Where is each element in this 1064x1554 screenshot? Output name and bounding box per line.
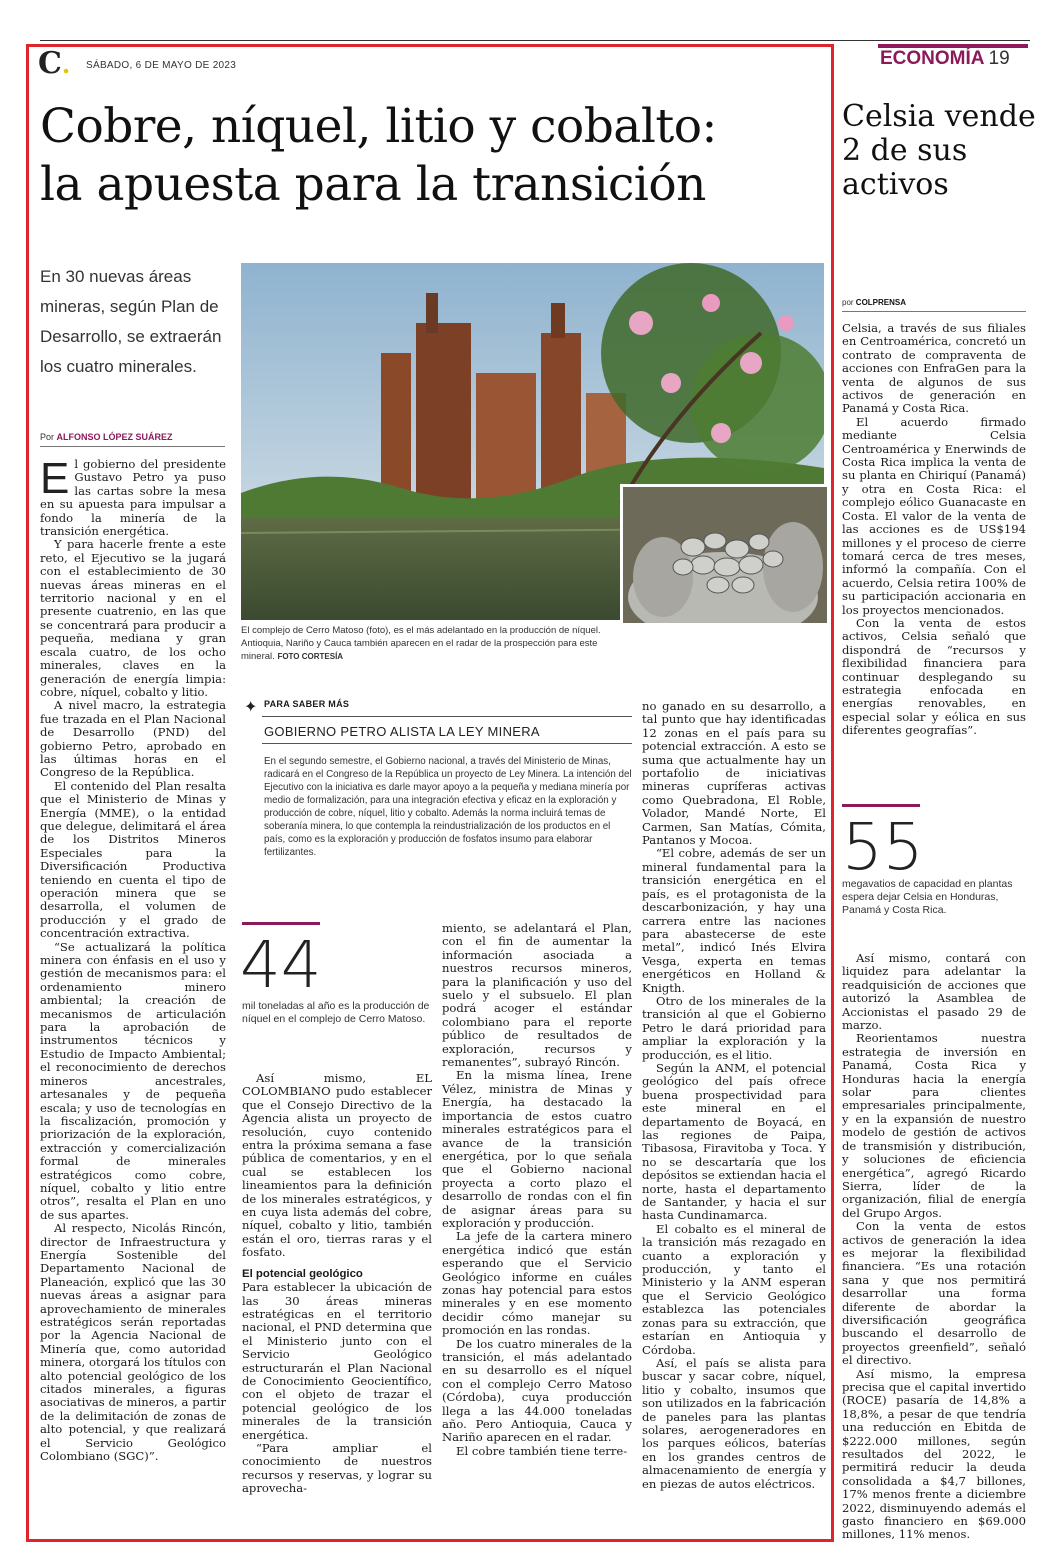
- paragraph: Otro de los minerales de la transición al que el Gobierno Petro le dará prioridad para ampliar la exploración y la producción, es el litio.: [642, 993, 826, 1062]
- side-column-bottom: [842, 952, 1026, 1542]
- paragraph: El acuerdo firmado mediante Celsia Centroamérica y Enerwinds de Costa Rica implica la venta de su planta en Chiriquí (Panamá) y otra en Costa Rica: el complejo eólico Guanacaste en Costa. El valor de la venta de las acciones es de US$194 millones y el proceso de cierre tomará cerca de tres meses, informó la compañía. Con el acuerdo, Celsia retira 100% de su participación accionaria en los proyectos mencionados.: [842, 414, 1026, 617]
- paragraph: Según la ANM, el potencial geológico del país ofrece buena prospectividad para este mineral en el departamento de Boyacá, en las regiones de Paipa, Tibasosa, Firavitoba y Toca. Y no se descartaría que los depósitos se extiendan hacia el norte, hasta el departamento de Santander, y hacia el sur hasta Cundinamarca.: [642, 1060, 826, 1223]
- stat-caption: mil toneladas al año es la producción de níquel en el complejo de Cerro Matoso.: [242, 1000, 430, 1025]
- issue-date: SÁBADO, 6 DE MAYO DE 2023: [86, 60, 237, 71]
- drop-cap: E: [40, 454, 70, 503]
- paragraph: El cobre también tiene terre-: [456, 1443, 628, 1458]
- info-box-body: En el segundo semestre, el Gobierno nacional, a través del Ministerio de Minas, radicará en el Congreso de la República un proyecto de Ley Minera. La intención del Ejecutivo con la iniciativa es darle mayor apoyo a la pequeña y mediana minería por medio de formalización, para una integración efectiva y eficaz en la exploración y producción de cobre, níquel, litio y cobalto. Además la norma incluirá temas de soberanía minera, lo que contempla la reindustrialización de los productos en el país, como es la exploración y producción de fosfatos insumo para elaborar fertilizantes.: [264, 756, 632, 858]
- side-column-top: [842, 322, 1026, 738]
- nickel-nuggets-photo: [620, 484, 827, 623]
- side-byline-author: COLPRENSA: [855, 298, 907, 307]
- section-name: ECONOMÍA: [880, 48, 985, 69]
- info-rule-top: [262, 716, 632, 717]
- paragraph: Así mismo, contará con liquidez para adelantar la readquisición de acciones que autorizó la Asamblea de Accionistas el pasado 29 de marzo.: [842, 951, 1026, 1033]
- article-column-2: [242, 1072, 432, 1496]
- paragraph: El contenido del Plan resalta que el Ministerio de Minas y Energía (MME), o la entidad que delegue, delimitará el área de los Distritos Mineros Especiales para la Diversificación Productiva teniendo en cuenta el tipo de operación minera que se desarrolla, el volumen de producción y el grado de concentración extractiva.: [40, 778, 226, 941]
- info-rule-bottom: [262, 743, 632, 744]
- article-column-1: [40, 454, 226, 1464]
- paragraph: Al respecto, Nicolás Rincón, director de Infraestructura y Energía Sostenible del Departamento Nacional de Planeación, explicó que las 30 nuevas áreas a asignar para aprovechamiento de minerales estratégicos serán reportadas por la Agencia Nacional de Minería que, como autoridad minera, otorgará los títulos con alto potencial geológico de los citados minerales, a figuras asociativas de mineros, a partir de la delimitación de zonas de alto potencial, y que realizará el Servicio Geológico Colombiano (SGC)”.: [40, 1221, 226, 1464]
- info-box-label: PARA SABER MÁS: [264, 699, 350, 709]
- paragraph: “Para ampliar el conocimiento de nuestros recursos y reservas, y lograr su aprovecha-: [242, 1440, 432, 1496]
- info-box-title: GOBIERNO PETRO ALISTA LA LEY MINERA: [264, 724, 540, 739]
- paragraph: “El cobre, además de ser un mineral fundamental para la transición energética en el país, es el protagonista de la descarbonización, y hay una carrera entre las naciones para abastecerse de este metal”, indicó Inés Elvira Vesga, experta en temas energéticos en Holland & Knigth.: [642, 846, 826, 995]
- side-stat-accent-bar: [842, 804, 920, 807]
- paragraph: El cobalto es el mineral de la transición más rezagado en cuanto a exploración y producción, y tanto el Ministerio y la ANM esperan que el Servicio Geológico establezca las potenciales zonas para su extracción, que estarían en Antioquia y Córdoba.: [642, 1221, 826, 1357]
- paragraph: En la misma línea, Irene Vélez, ministra de Minas y Energía, ha destacado la importancia de estos cuatro minerales estratégicos para el avance de la transición energética, por lo que señala que el Gobierno nacional proyecta a corto plazo el desarrollo de rondas con el fin de asignar áreas para su exploración y producción.: [442, 1068, 632, 1230]
- paragraph: De los cuatro minerales de la transición, el más adelantado en su desarrollo es el níquel con el complejo Cerro Matoso (Córdoba), cuya producción llega a las 44.000 toneladas año. Pero Antioquia, Cauca y Nariño aparecen en el radar.: [442, 1336, 632, 1445]
- main-headline: [40, 98, 840, 214]
- article-column-4: [642, 700, 826, 1491]
- paragraph: Con la venta de estos activos de generación la idea es mejorar la flexibilidad financiera. “Es una rotación sana y que nos permitirá desarrollar una forma diferente de abordar la diversificación geográfica buscando el desarrollo de proyectos greenfield”, señaló el directivo.: [842, 1219, 1026, 1368]
- lead-paragraph: El gobierno del presidente Gustavo Petro ya puso las cartas sobre la mesa en su apuesta para impulsar a fondo la minería de la transición energética.: [40, 454, 226, 539]
- paragraph: no ganado en su desarrollo, a tal punto que hay identificadas 12 zonas en el país para su potencial extracción. A esto se suma que actualmente hay un portafolio de iniciativas mineras cupríferas activas como Quebradona, El Roble, Volador, Mandé Norte, El Carmen, San Matías, Cómita, Pantanos y Mocoa.: [642, 699, 826, 848]
- paragraph: Y para hacerle frente a este reto, el Ejecutivo se la jugará con el establecimiento de 30 nuevas áreas mineras en el territorio nacional y en el presente cuatrenio, en las que se concentrará para producir a pequeña, mediana y gran escala cuatro, de los ocho minerales, claves en la generación de energía limpia: cobre, níquel, cobalto y litio.: [40, 537, 226, 699]
- paragraph: La jefe de la cartera minero energética indicó que están esperando que el Servicio Geológico informe en cuáles zonas hay potencial para estos minerales y en ese momento decidir cómo manejar su promoción en las rondas.: [442, 1229, 632, 1338]
- paragraph: Así, el país se alista para buscar y sacar cobre, níquel, litio y cobalto, insumos que son utilizados en la fabricación de paneles para las plantas solares, aerogeneradores en los parques eólicos, baterías en los grandes centros de almacenamiento de energía y en piezas de autos eléctricos.: [642, 1355, 826, 1491]
- photo-caption: El complejo de Cerro Matoso (foto), es el más adelantado en la producción de níquel. Antioquia, Nariño y Cauca también aparecen en el radar de la prospección para este mineral. FOTO CORTESÍA: [241, 625, 601, 662]
- top-rule: [40, 40, 1030, 41]
- article-column-3: [442, 922, 632, 1458]
- pin-icon: ✦: [244, 699, 258, 716]
- photo-credit: FOTO CORTESÍA: [277, 652, 344, 661]
- paragraph: “Se actualizará la política minera con énfasis en el uso y gestión de mecanismos para: el ordenamiento minero ambiental; la creación de mecanismos de articulación para la aprobación de instrumentos técnicos y Estudio de Impacto Ambiental; el reconocimiento de derechos mineros ancestrales, artesanales y de pequeña escala; y uso de tecnologías en la fiscalización, promoción y priorización de la exploración, extracción y comercialización formal de minerales estratégicos como cobre, níquel, cobalto y litio entre otros”, resalta el Plan en uno de sus apartes.: [40, 939, 226, 1222]
- page-number: 19: [988, 48, 1010, 69]
- section-label: [880, 48, 1010, 70]
- byline-rule: [40, 446, 225, 447]
- side-stat-caption: megavatios de capacidad en plantas espera dejar Celsia en Honduras, Panamá y Costa Rica.: [842, 878, 1013, 916]
- side-stat-number: 55: [842, 811, 924, 885]
- side-headline: Celsia vende 2 de sus activos: [842, 99, 1036, 202]
- paragraph: miento, se adelantará el Plan, con el fin de aumentar la información asociada a nuestros recursos mineros, para la planificación y uso del suelo y el subsuelo. El plan podrá acoger el estándar colombiano para el reporte público de resultados de exploración, recursos y remanentes”, subrayó Rincón.: [442, 921, 632, 1070]
- paragraph: Para establecer la ubicación de las 30 áreas mineras estratégicas en el territorio nacional, el PND determina que el Ministerio junto con el Servicio Geológico estructurarán el Plan Nacional de Conocimiento Geocientífico, con el objeto de trazar el potencial geológico de los minerales de la transición energética.: [242, 1280, 432, 1442]
- article-deck: En 30 nuevas áreas mineras, según Plan de Desarrollo, se extraerán los cuatro minerales.: [40, 267, 222, 376]
- subheading: El potencial geológico: [242, 1267, 363, 1280]
- side-byline-rule: [842, 311, 1026, 312]
- paragraph: Así mismo, la empresa precisa que el capital invertido (ROCE) pasaría de 14,8% a 18,8%, a pesar de que tendría una reducción en Ebitda de $222.000 millones, según resultados del 2022, le permitirá reducir la deuda consolidada a $4,7 billones, 17% menos frente a diciembre 2022, disminuyendo además el gasto financiero en $69.000 millones, 11% menos.: [842, 1366, 1026, 1542]
- paragraph: Con la venta de estos activos, Celsia señaló que dispondrá de “recursos y flexibilidad financiera para continuar desplegando su estrategia enfocada en energías renovables, en especial solar y eólica en sus diferentes geografías”.: [842, 615, 1026, 738]
- stat-accent-bar: [242, 922, 320, 925]
- paragraph: Reorientamos nuestra estrategia de inversión en Panamá, Costa Rica y Honduras hacia la energía solar para clientes empresariales principalmente, y en la expansión de nuestro modelo de gestión de activos de transmisión y distribución, y soluciones de eficiencia energética”, agregó Ricardo Sierra, líder de la organización, filial de energía del Grupo Argos.: [842, 1031, 1026, 1220]
- headline-line-1: Cobre, níquel, litio y cobalto:: [40, 99, 717, 154]
- byline-author: ALFONSO LÓPEZ SUÁREZ: [56, 432, 173, 442]
- paragraph: A nivel macro, la estrategia fue trazada en el Plan Nacional de Desarrollo (PND) del gobierno Petro, aprobado en las últimas horas en el Congreso de la República.: [40, 698, 226, 780]
- side-byline: por COLPRENSA: [842, 298, 907, 307]
- stat-number: 44: [240, 929, 322, 1003]
- paragraph: Así mismo, EL COLOMBIANO pudo establecer que el Consejo Directivo de la Agencia alista un proyecto de resolución, cuyo contenido entra la próxima semana a fase pública de comentarios, y en el cual se establecen los lineamientos para la definición de los minerales estratégicos, y en cuya lista además del cobre, níquel, cobalto y litio, también están el oro, tierras raras y el fosfato.: [242, 1071, 432, 1260]
- byline: Por ALFONSO LÓPEZ SUÁREZ: [40, 432, 173, 442]
- newspaper-logo: C.: [38, 46, 71, 81]
- paragraph: Celsia, a través de sus filiales en Centroamérica, concretó un contrato de compraventa de acciones con EnfraGen para la venta de algunos de sus activos de generación en Panamá y Costa Rica.: [842, 321, 1026, 416]
- headline-line-2: la apuesta para la transición: [40, 157, 706, 212]
